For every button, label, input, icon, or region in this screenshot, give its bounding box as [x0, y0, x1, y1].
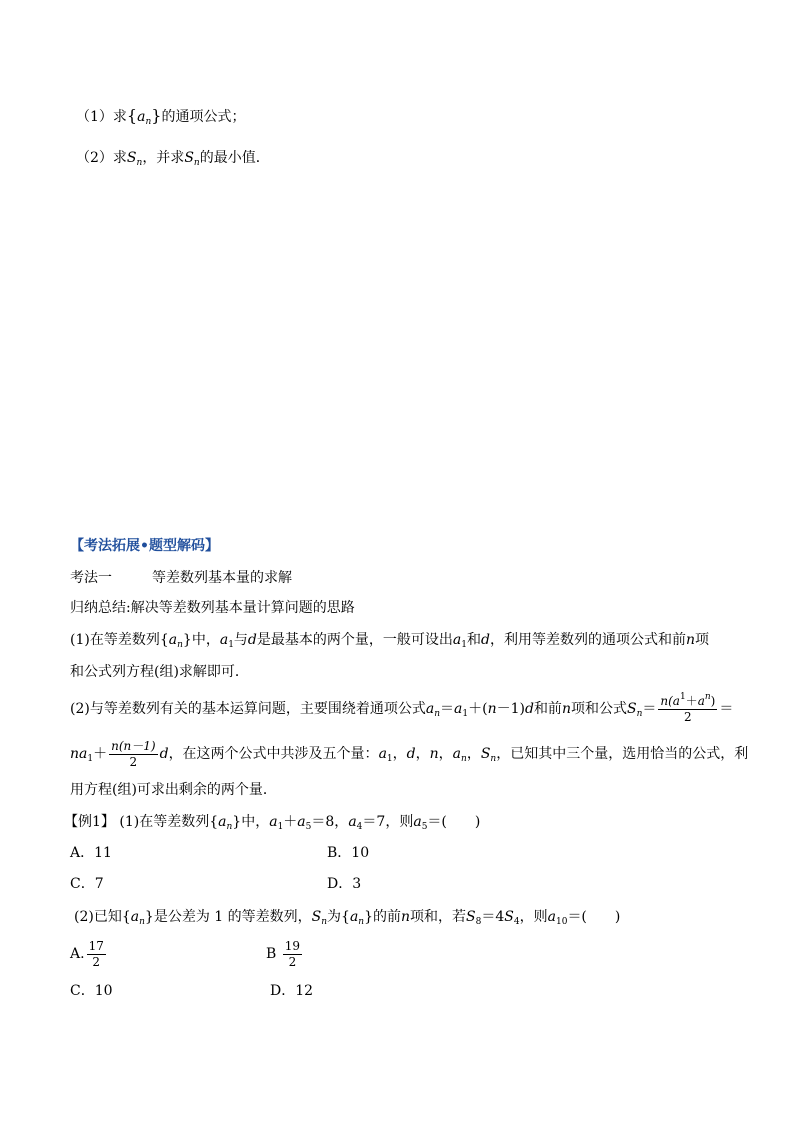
paragraph-2-line-1: (2)与等差数列有关的基本运算问题，主要围绕着通项公式$a_n=a_1+(n-1)d$和前n项和公式$S_n=$ $\frac{n(a^1+a^n)}{2}$ ＝: [70, 691, 734, 724]
paragraph-1-line-1: (1)在等差数列$\{a_n\}$中，$a_1$与d是最基本的两个量，一般可设出$a_1$和d，利用等差数列的通项公式和前n项: [70, 632, 709, 650]
example-label: 【例1】: [64, 814, 115, 830]
kaofa-heading: 考法一 等差数列基本量的求解: [70, 570, 292, 586]
paragraph-2-line-3: 用方程(组)可求出剩余的两个量．: [70, 782, 277, 798]
sum-formula-fraction: $\frac{n(a^1+a^n)}{2}$: [660, 691, 716, 724]
paragraph-1-line-2: 和公式列方程(组)求解即可．: [70, 664, 249, 680]
example-1-question: 【例1】 (1)在等差数列$\{a_n\}$中，$a_1+a_5=8$，$a_4=7$，则$a_5=$( ): [64, 814, 481, 832]
summary-heading: 归纳总结:解决等差数列基本量计算问题的思路: [70, 600, 355, 616]
option-d[interactable]: D．3: [327, 876, 362, 892]
option-b[interactable]: B．10: [327, 845, 370, 861]
option-a[interactable]: A．11: [70, 845, 112, 861]
question-2: （2）求$S_n$，并求$S_n$的最小值．: [76, 150, 270, 168]
option-a-fraction[interactable]: A. $\frac{17}{2}$: [70, 938, 104, 969]
question-number: （2）: [76, 150, 113, 166]
option-c-2[interactable]: C．10: [70, 983, 113, 999]
brace-right: }: [151, 106, 162, 125]
brace-left: {: [126, 106, 138, 125]
question-1: （1）求$\{a_n\}$的通项公式；: [76, 106, 246, 127]
question-number: （1）: [76, 109, 113, 125]
section-title: 【考法拓展•题型解码】: [70, 538, 219, 554]
option-b-fraction[interactable]: B $\frac{19}{2}$: [266, 938, 301, 969]
option-c[interactable]: C．7: [70, 876, 104, 892]
fraction-19-2: $\frac{19}{2}$: [284, 938, 301, 969]
option-d-2[interactable]: D．12: [270, 983, 314, 999]
paragraph-2-line-2: $na_1+$ $\frac{n(n-1)}{2}$ d，在这两个公式中共涉及五个量：$a_1$，d，n，$a_n$，$S_n$，已知其中三个量，选用恰当的公式，利: [70, 738, 749, 769]
sum-formula-fraction-2: $\frac{n(n-1)}{2}$: [111, 738, 156, 769]
fraction-17-2: $\frac{17}{2}$: [88, 938, 104, 969]
example-2-question: (2)已知$\{a_n\}$是公差为 1 的等差数列，$S_n$为$\{a_n\}$的前n项和，若$S_8=4S_4$，则$a_{10}=$( ): [74, 909, 621, 927]
